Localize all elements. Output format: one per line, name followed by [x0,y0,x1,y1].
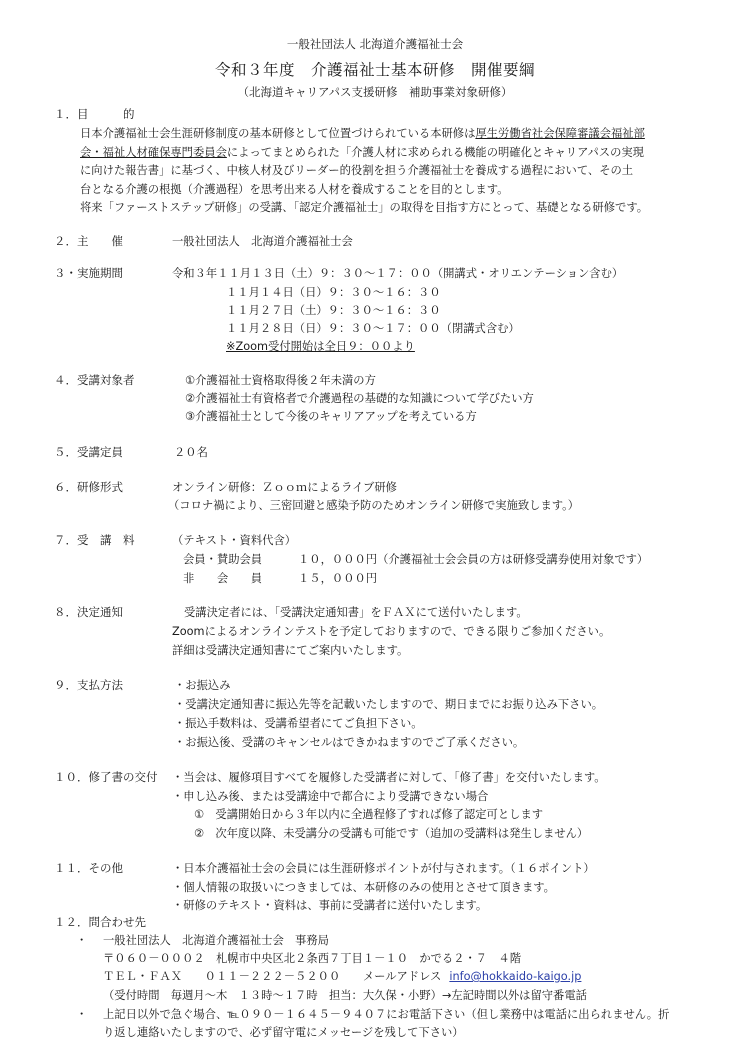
payment-line-3: ・振込手数料は、受講希望者にてご負担下さい。 [174,717,423,730]
fee-nonmember-value: １５，０００円 [298,572,378,585]
other-line-3: ・研修のテキスト・資料は、事前に受講者に送付いたします。 [172,899,488,912]
payment-line-1: ・お振込み [174,679,231,692]
purpose-line-2: 会・福祉人材確保専門委員会によってまとめられた「介護人材に求められる機能の明確化とキャリアパスの実現 [80,146,644,159]
notify-line-1: 受講決定者には、「受講決定通知書」をＦＡＸにて送付いたします。 [184,606,528,619]
section-5-label: ５．受講定員 [54,445,123,459]
section-11-label: １１．その他 [54,861,123,875]
organizer-value: 一般社団法人 北海道介護福祉士会 [172,235,353,248]
section-10-label: １０．修了書の交付 [54,770,158,784]
purpose-line-1: 日本介護福祉士会生涯研修制度の基本研修として位置づけられている本研修は厚生労働省社会保障審議会福祉部 [80,127,645,140]
purpose-line-3: に向けた報告書」に基づく、中核人材及びリーダー的役割を担う介護福祉士を養成する過程において、その土 [80,164,634,177]
section-8-label: ８．決定通知 [54,605,123,619]
contact-urgent-line-2: り返し連絡いたしますので、必ず留守電にメッセージを残して下さい） [103,1026,464,1039]
contact-email-link[interactable]: info@hokkaido-kaigo.jp [449,970,582,983]
fee-member-label: 会員・賛助会員 [183,553,263,566]
payment-line-4: ・お振込後、受講のキャンセルはできかねますのでご了承ください。 [174,736,525,749]
purpose-line-4: 台となる介護の根拠（介護過程）を思考出来る人材を養成することを目的とします。 [80,183,509,196]
payment-line-2: ・受講決定通知書に振込先等を記載いたしますので、期日までにお振り込み下さい。 [174,698,604,711]
zoom-note: ※Zoom受付開始は全日９：００より [226,340,415,353]
other-line-2: ・個人情報の取扱いにつきましては、本研修のみの使用とさせて頂きます。 [172,881,555,894]
date-2: １１月１４日（日）９：３０～１６：３０ [226,286,441,299]
date-4: １１月２８日（日）９：３０～１７：００（閉講式含む） [226,322,520,335]
purpose-line-5: 将来「ファーストステップ研修」の受講、「認定介護福祉士」の取得を目指す方にとって、基礎となる研修です。 [80,201,649,214]
section-7-label: ７．受 講 料 [54,533,135,547]
target-item-1: ①介護福祉士資格取得後２年未満の方 [185,374,376,387]
other-line-1: ・日本介護福祉士会の会員には生涯研修ポイントが付与されます。（１６ポイント） [172,862,595,875]
date-1: 令和３年１１月１３日（土）９：３０～１７：００（開講式・オリエンテーション含む） [172,267,624,280]
document-title: 令和３年度 介護福祉士基本研修 開催要綱 [214,61,535,79]
contact-tel: ＴＥＬ・ＦＡＸ ０１１－２２２－５２００ メールアドレス [103,970,442,983]
contact-address: 〒０６０－０００２ 札幌市中央区北２条西７丁目１－１０ かでる２・７ ４階 [103,952,521,965]
contact-urgent-line-1: 上記日以外で急ぐ場合、℡０９０－１６４５－９４０７にお電話下さい（但し業務中は電話に出られません。折 [103,1008,670,1021]
certificate-line-1: ・当会は、履修項目すべてを履修した受講者に対して、「修了書」を交付いたします。 [172,771,606,784]
contact-hours: （受付時間 毎週月～木 １３時～１７時 担当：大久保・小野）→左記時間以外は留守番電話 [103,989,587,1002]
section-3-label: ３・実施期間 [54,266,123,280]
contact-tel-line [103,970,581,984]
section-12-label: １２．問合わせ先 [54,915,146,929]
contact-org: 一般社団法人 北海道介護福祉士会 事務局 [103,934,329,947]
certificate-line-3: ① 受講開始日から３年以内に全過程修了すれば修了認定可とします [194,808,544,821]
format-line-1: オンライン研修：Ｚｏｏｍによるライブ研修 [172,481,397,494]
fee-nonmember-label: 非 会 員 [183,572,263,585]
date-3: １１月２７日（土）９：３０～１６：３０ [226,304,441,317]
format-line-2: （コロナ禍により、三密回避と感染予防のためオンライン研修で実施致します。） [168,499,580,512]
notify-line-3: 詳細は受講決定通知書にてご案内いたします。 [172,644,409,657]
organization-name: 一般社団法人 北海道介護福祉士会 [286,37,464,51]
certificate-line-2: ・申し込み後、または受講途中で都合により受講できない場合 [172,790,489,803]
fee-member-value: １０，０００円（介護福祉士会会員の方は研修受講券使用対象です） [298,553,649,566]
section-2-label: ２．主 催 [54,234,123,248]
section-4-label: ４．受講対象者 [54,373,135,387]
target-item-2: ②介護福祉士有資格者で介護過程の基礎的な知識について学びたい方 [185,392,534,405]
target-item-3: ③介護福祉士として今後のキャリアアップを考えている方 [185,410,477,423]
urgent-bullet: ・ [76,1008,88,1021]
notify-line-2: Zoomによるオンラインテストを予定しておりますので、できる限りご参加ください。 [172,625,611,638]
section-1-label: １．目 的 [54,107,135,121]
document-subtitle: （北海道キャリアパス支援研修 補助事業対象研修） [237,85,513,99]
fee-note: （テキスト・資料代含） [172,534,297,547]
capacity-value: ２０名 [174,446,208,459]
section-6-label: ６．研修形式 [54,480,123,494]
contact-bullet: ・ [76,934,88,947]
section-9-label: ９．支払方法 [54,678,123,692]
certificate-line-4: ② 次年度以降、未受講分の受講も可能です（追加の受講料は発生しません） [194,827,589,840]
